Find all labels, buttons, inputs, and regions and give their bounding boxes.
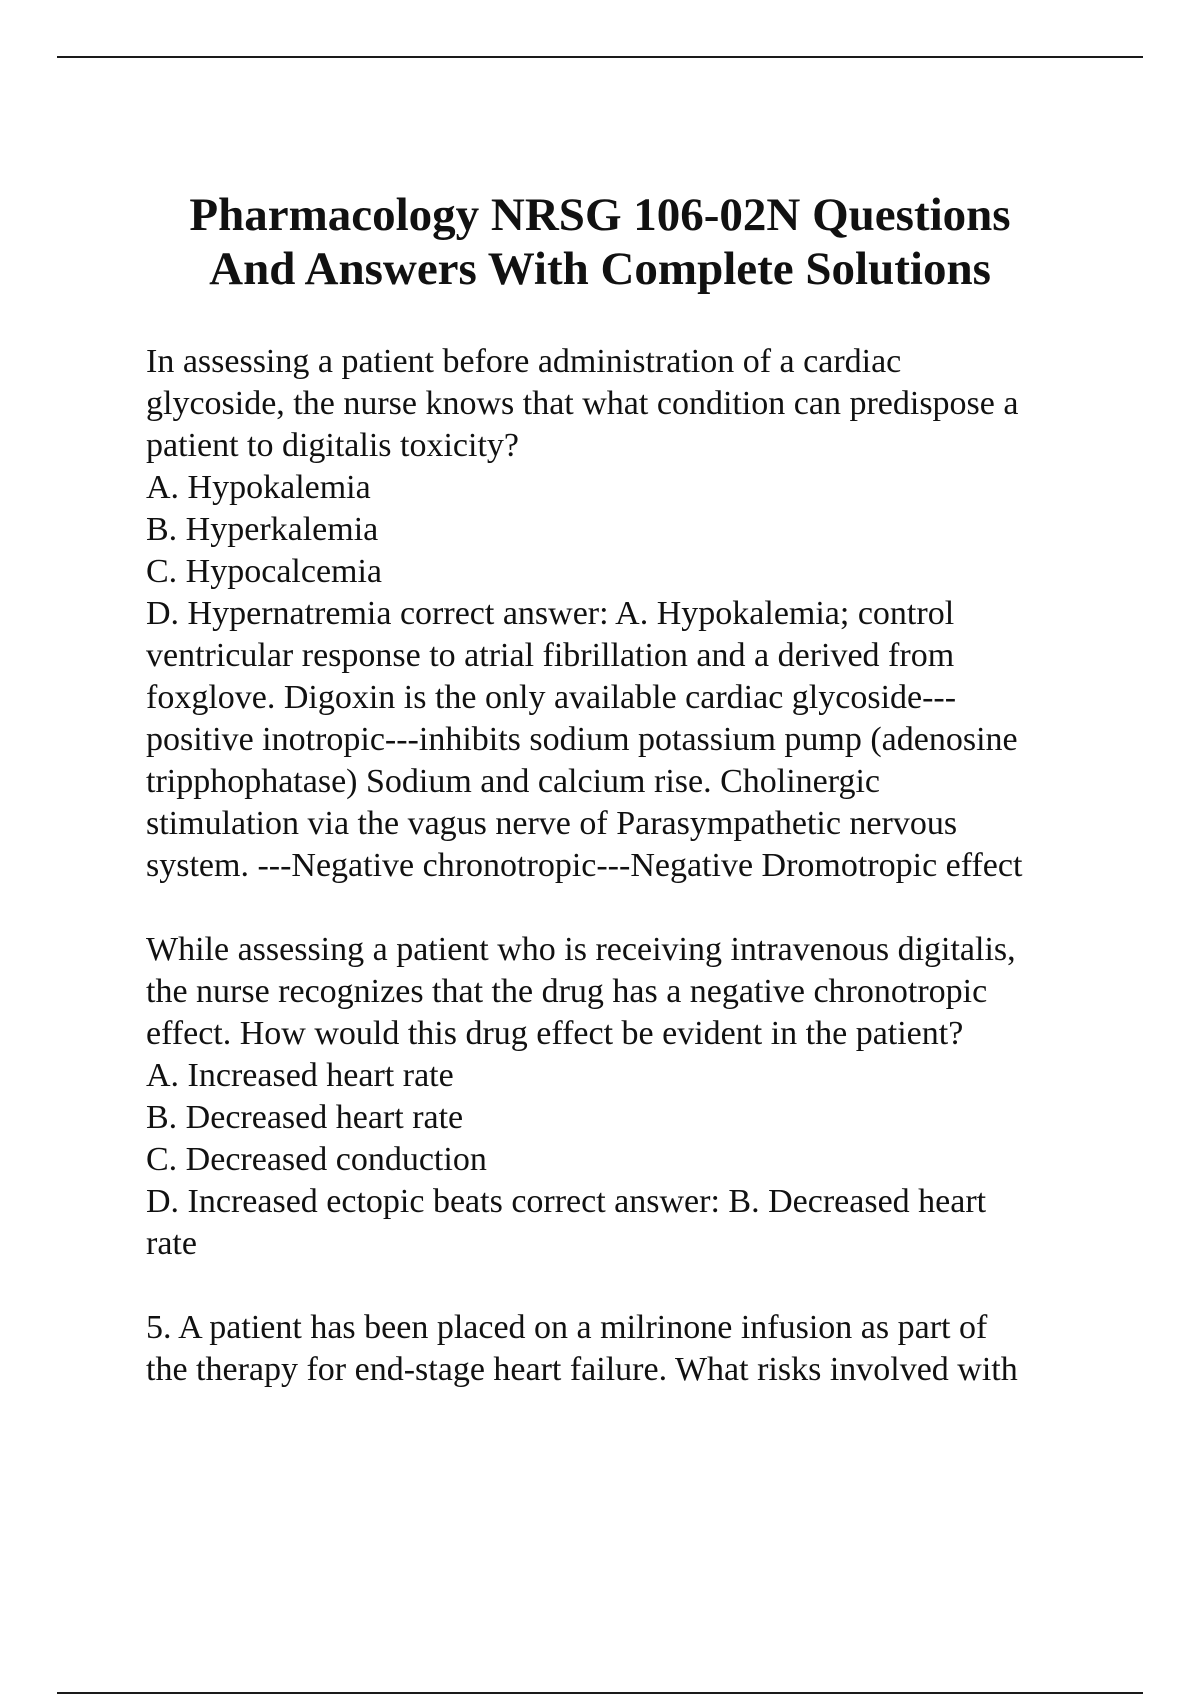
rationale-line: rate	[146, 1225, 197, 1262]
question-text-line: effect. How would this drug effect be evident in the patient?	[146, 1015, 964, 1052]
document-body	[146, 341, 1146, 1391]
question-text-line: the nurse recognizes that the drug has a negative chronotropic	[146, 973, 988, 1010]
question-block-1	[146, 341, 1146, 887]
answer-option: D. Increased ectopic beats correct answer: B. Decreased heart	[146, 1183, 987, 1220]
answer-option: A. Increased heart rate	[146, 1057, 454, 1094]
question-text-line: In assessing a patient before administration of a cardiac	[146, 343, 902, 380]
answer-option: C. Decreased conduction	[146, 1141, 487, 1178]
rationale-line: foxglove. Digoxin is the only available cardiac glycoside---	[146, 679, 957, 716]
rationale-line: stimulation via the vagus nerve of Parasympathetic nervous	[146, 805, 958, 842]
question-block-3	[146, 1307, 1146, 1391]
answer-option: C. Hypocalcemia	[146, 553, 383, 590]
question-text-line: glycoside, the nurse knows that what condition can predispose a	[146, 385, 1019, 422]
question-text-line: the therapy for end-stage heart failure. What risks involved with	[146, 1351, 1018, 1388]
rationale-line: positive inotropic---inhibits sodium potassium pump (adenosine	[146, 721, 1018, 758]
top-divider	[57, 56, 1143, 58]
paragraph-gap	[146, 1265, 1146, 1307]
answer-option: A. Hypokalemia	[146, 469, 371, 506]
question-block-2	[146, 929, 1146, 1265]
title-line: Pharmacology NRSG 106-02N Questions	[189, 189, 1011, 241]
answer-option: B. Decreased heart rate	[146, 1099, 464, 1136]
rationale-line: ventricular response to atrial fibrillation and a derived from	[146, 637, 955, 674]
paragraph-gap	[146, 887, 1146, 929]
question-text-line: 5. A patient has been placed on a milrinone infusion as part of	[146, 1309, 988, 1346]
rationale-line: tripphophatase) Sodium and calcium rise. Cholinergic	[146, 763, 880, 800]
question-text-line: While assessing a patient who is receiving intravenous digitalis,	[146, 931, 1016, 968]
bottom-divider	[57, 1692, 1143, 1694]
answer-option: D. Hypernatremia correct answer: A. Hypokalemia; control	[146, 595, 955, 632]
answer-option: B. Hyperkalemia	[146, 511, 379, 548]
question-text-line: patient to digitalis toxicity?	[146, 427, 519, 464]
rationale-line: system. ---Negative chronotropic---Negative Dromotropic effect	[146, 847, 1023, 884]
document-title	[100, 188, 1100, 296]
title-line: And Answers With Complete Solutions	[209, 243, 991, 295]
